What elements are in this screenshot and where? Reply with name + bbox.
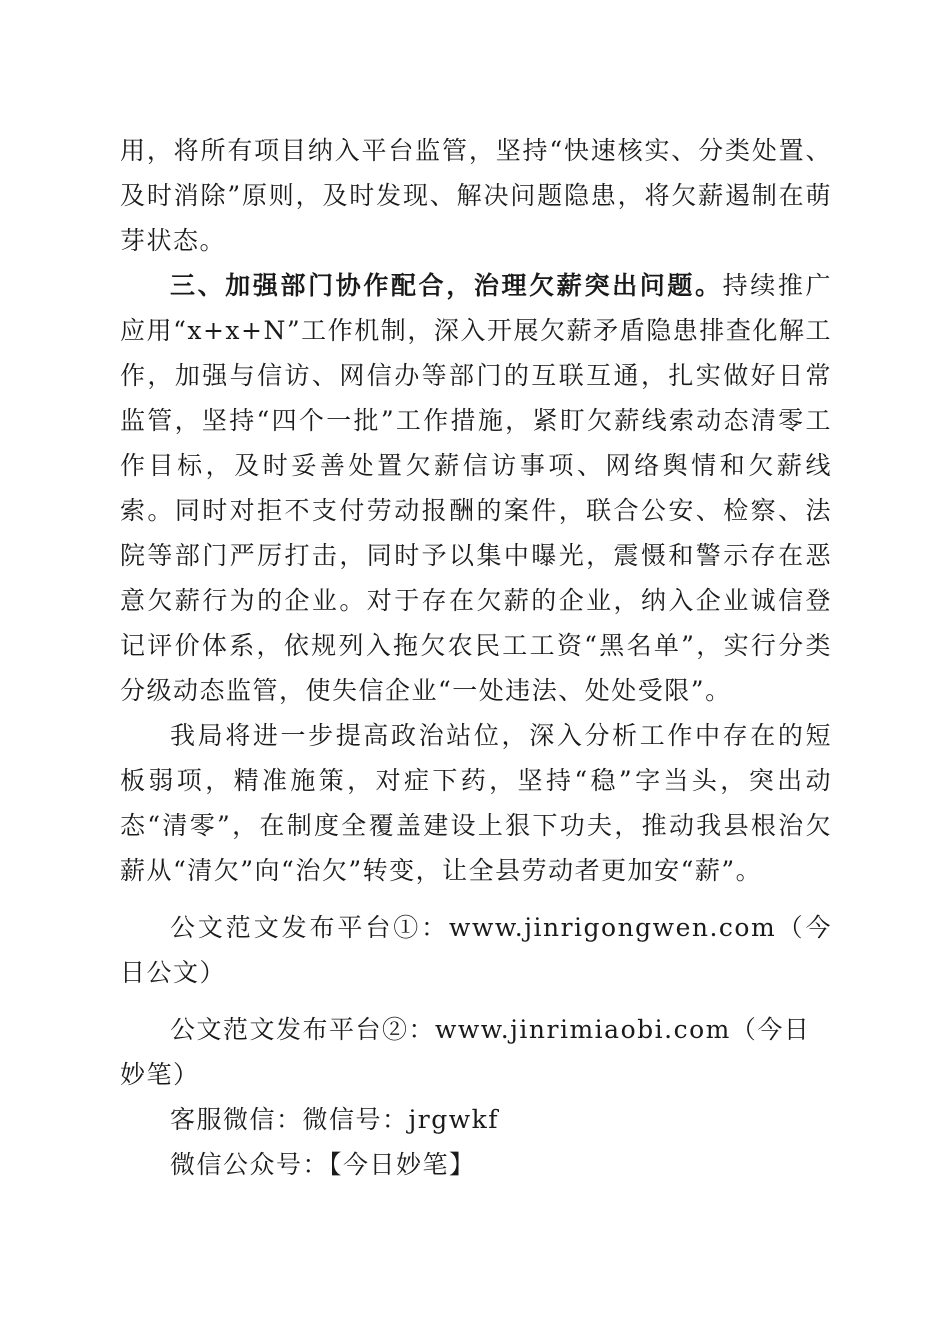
section-three-heading: 三、加强部门协作配合，治理欠薪突出问题。 [170,271,723,300]
platform-1-text: 公文范文发布平台①：www.jinrigongwen.com（今日公文） [120,913,832,987]
service-wechat-text: 客服微信：微信号：jrgwkf [170,1105,500,1134]
conclusion-text: 我局将进一步提高政治站位，深入分析工作中存在的短板弱项，精准施策，对症下药，坚持“稳”字当头，突出动态“清零”，在制度全覆盖建设上狠下功夫，推动我县根治欠薪从“清欠”向“治欠”转变，让全县劳动者更加安“薪”。 [120,721,832,885]
paragraph-continuation [120,128,832,263]
footer-platform-2 [120,1007,832,1097]
footer-official-account [120,1142,832,1187]
footer-platform-1 [120,905,832,995]
platform-2-text: 公文范文发布平台②：www.jinrimiaobi.com（今日妙笔） [120,1015,811,1089]
paragraph-section-three [120,263,832,713]
section-three-body: 持续推广应用“x+x+N”工作机制，深入开展欠薪矛盾隐患排查化解工作，加强与信访、网信办等部门的互联互通，扎实做好日常监管，坚持“四个一批”工作措施，紧盯欠薪线索动态清零工作目标，及时妥善处置欠薪信访事项、网络舆情和欠薪线索。同时对拒不支付劳动报酬的案件，联合公安、检察、法院等部门严厉打击，同时予以集中曝光，震慑和警示存在恶意欠薪行为的企业。对于存在欠薪的企业，纳入企业诚信登记评价体系，依规列入拖欠农民工工资“黑名单”，实行分类分级动态监管，使失信企业“一处违法、处处受限”。 [120,271,832,705]
document-body [120,128,832,1187]
paragraph-1-text: 用，将所有项目纳入平台监管，坚持“快速核实、分类处置、及时消除”原则，及时发现、解决问题隐患，将欠薪遏制在萌芽状态。 [120,136,832,255]
official-account-text: 微信公众号：【今日妙笔】 [170,1150,476,1179]
paragraph-conclusion [120,713,832,893]
footer-service-wechat [120,1097,832,1142]
